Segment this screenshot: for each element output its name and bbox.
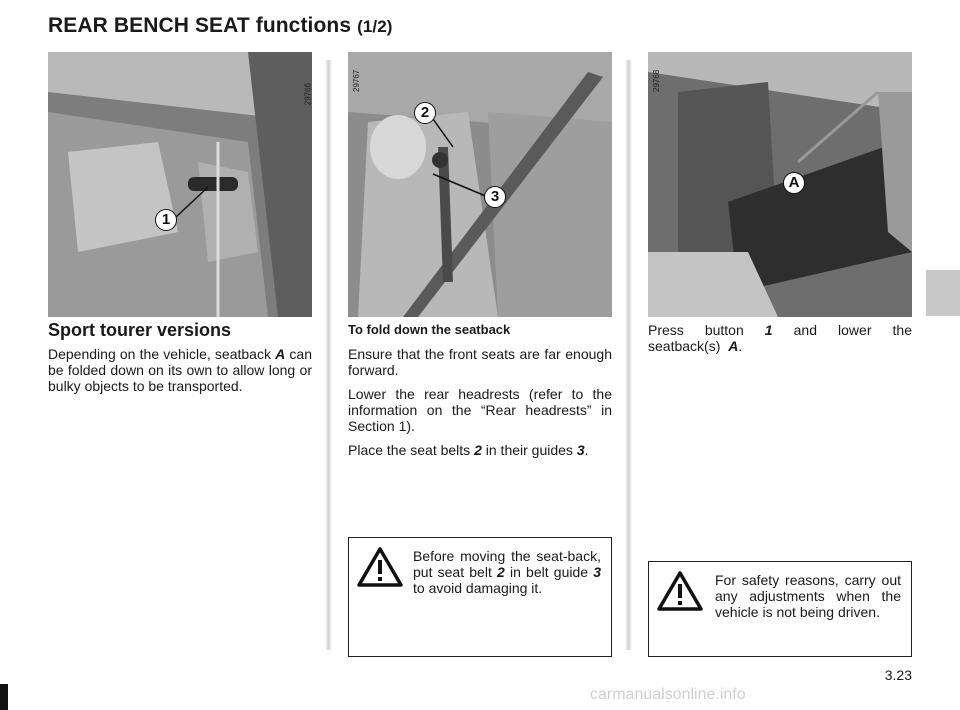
callout-2: 2 xyxy=(414,102,436,124)
col1-text xyxy=(48,322,312,402)
warning-text-2: For safety reasons, carry out any adjustments when the vehicle is not being driven. xyxy=(715,572,901,620)
title-text: REAR BENCH SEAT functions xyxy=(48,14,352,37)
col1-paragraph: Depending on the vehicle, seatback A can be folded down on its own to allow long or bulky objects to be transported. xyxy=(48,346,312,394)
photo-number: 29767 xyxy=(352,69,361,92)
ref-3: 3 xyxy=(576,442,585,458)
ref-A: A xyxy=(728,338,739,354)
callout-3: 3 xyxy=(484,186,506,208)
section-heading: Sport tourer versions xyxy=(48,320,232,340)
callout-1: 1 xyxy=(155,209,177,231)
photo-seat-belt-guide xyxy=(348,52,612,317)
photo-illustration xyxy=(48,52,312,317)
photo-number: 29766 xyxy=(303,83,312,106)
warning-triangle-icon xyxy=(357,546,403,588)
col2-paragraph-1: Ensure that the front seats are far enough forward. xyxy=(348,346,612,378)
column-separator xyxy=(325,60,332,650)
photo-rear-seat-release xyxy=(48,52,312,317)
section-tab xyxy=(926,270,960,316)
ref-A: A xyxy=(275,346,286,362)
col3-text xyxy=(648,322,912,362)
col2-paragraph-2: Lower the rear headrests (refer to the information on the “Rear headrests” in Section 1). xyxy=(348,386,612,434)
page-number: 3.23 xyxy=(884,667,912,683)
ref-3: 3 xyxy=(593,564,602,580)
title-part: (1/2) xyxy=(357,17,393,36)
column-separator xyxy=(625,60,632,650)
callout-A: A xyxy=(783,172,805,194)
warning-box-2 xyxy=(648,561,912,657)
photo-illustration xyxy=(348,52,612,317)
col2-paragraph-3: Place the seat belts 2 in their guides 3. xyxy=(348,442,589,458)
warning-text-1: Before moving the seat-back, put seat belt 2 in belt guide 3 to avoid damaging it. xyxy=(413,548,602,596)
photo-illustration xyxy=(648,52,912,317)
col2-text xyxy=(348,322,612,466)
warning-triangle-icon xyxy=(657,570,703,612)
ref-2: 2 xyxy=(474,442,482,458)
warning-box-1 xyxy=(348,537,612,657)
watermark: carmanualsonline.info xyxy=(590,686,746,703)
photo-folded-seatback xyxy=(648,52,912,317)
ref-2: 2 xyxy=(497,564,505,580)
photo-number: 29768 xyxy=(652,69,661,92)
col3-paragraph: Press button 1 and lower the seatback(s) A. xyxy=(648,322,912,354)
ref-1: 1 xyxy=(764,322,773,338)
sub-heading: To fold down the seatback xyxy=(348,322,511,337)
corner-mark xyxy=(0,684,8,710)
page-title xyxy=(48,14,393,38)
